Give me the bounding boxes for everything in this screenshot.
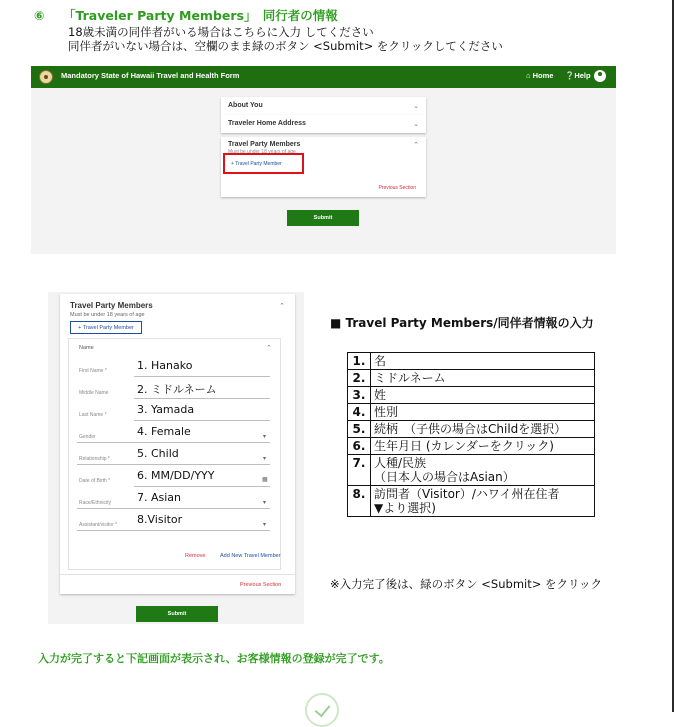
party-members-title: Travel Party Members — [70, 301, 153, 310]
field-underline — [134, 376, 270, 377]
field-label: First Name * — [79, 368, 107, 374]
section-title: 「Traveler Party Members」 同行者の情報 — [62, 8, 338, 23]
chevron-up-icon[interactable]: ⌃ — [279, 303, 285, 310]
row-number: 1. — [348, 353, 371, 370]
section-heading — [34, 6, 338, 24]
guide-title: ■ Travel Party Members/同伴者情報の入力 — [330, 316, 594, 330]
row-text-line1: 人種/民族 — [374, 456, 427, 470]
row-number: 7. — [348, 455, 371, 486]
add-party-member-button[interactable]: + Travel Party Member — [231, 161, 282, 167]
previous-section-link[interactable]: Previous Section — [378, 185, 416, 191]
section-party-members — [221, 137, 426, 197]
instruction-line-1: 18歳未満の同伴者がいる場合はこちらに入力 してください — [68, 25, 374, 39]
field-label: Date of Birth * — [79, 478, 111, 484]
field-underline — [77, 442, 270, 443]
section-about-you[interactable] — [221, 97, 426, 115]
relationship-select[interactable] — [69, 445, 282, 467]
field-label: Middle Name — [79, 390, 109, 396]
field-value: 8.Visitor — [137, 513, 183, 526]
row-number: 4. — [348, 404, 371, 421]
dropdown-caret-icon: ▾ — [263, 522, 267, 528]
row-number: 5. — [348, 421, 371, 438]
row-text: 姓 — [371, 387, 595, 404]
row-text: 続柄 （子供の場合はChildを選択） — [371, 421, 595, 438]
chevron-down-icon: ⌄ — [413, 103, 419, 110]
home-address-label: Traveler Home Address — [228, 120, 306, 127]
field-underline — [134, 486, 270, 487]
field-underline — [77, 464, 270, 465]
race-ethnicity-select[interactable] — [69, 489, 282, 511]
row-text: 名 — [371, 353, 595, 370]
row-number: 6. — [348, 438, 371, 455]
row-text: 性別 — [371, 404, 595, 421]
home-icon: ⌂ — [526, 71, 533, 80]
row-number: 3. — [348, 387, 371, 404]
field-underline — [77, 530, 270, 531]
divider — [60, 574, 295, 575]
field-value: 5. Child — [137, 447, 179, 460]
party-members-note: Must be under 18 years of age — [228, 149, 296, 155]
add-new-member-button[interactable]: Add New Travel Member — [220, 553, 281, 559]
row-number: 2. — [348, 370, 371, 387]
member-form — [68, 338, 281, 570]
last-name-field[interactable] — [69, 401, 282, 423]
field-label: Assistant/visitor * — [79, 522, 118, 528]
checkmark-icon — [305, 693, 339, 727]
field-underline — [77, 508, 270, 509]
remove-member-button[interactable]: Remove — [185, 553, 206, 559]
nav-home-link[interactable] — [526, 71, 553, 80]
table-row — [348, 353, 595, 370]
table-row — [348, 421, 595, 438]
row-number: 8. — [348, 486, 371, 517]
add-party-member-button[interactable]: + Travel Party Member — [70, 321, 142, 334]
field-value: 4. Female — [137, 425, 191, 438]
table-row — [348, 404, 595, 421]
party-members-note: Must be under 18 years of age — [70, 312, 145, 318]
date-of-birth-field[interactable] — [69, 467, 282, 489]
chevron-down-icon: ⌄ — [413, 121, 419, 128]
submit-button[interactable]: Submit — [136, 606, 218, 622]
row-text — [371, 455, 595, 486]
table-row — [348, 387, 595, 404]
completion-note: 入力が完了すると下記画面が表示され、お客様情報の登録が完了です。 — [38, 652, 390, 665]
gender-select[interactable] — [69, 423, 282, 445]
field-underline — [134, 420, 270, 421]
previous-section-link[interactable]: Previous Section — [240, 582, 282, 588]
submit-note: ※入力完了後は、緑のボタン <Submit> をクリック — [330, 577, 603, 591]
calendar-icon[interactable]: ▦ — [262, 477, 268, 483]
form-screenshot-party-detail — [48, 292, 304, 624]
app-title: Mandatory State of Hawaii Travel and Health Form — [61, 71, 240, 80]
party-members-card — [60, 294, 295, 594]
dropdown-caret-icon: ▾ — [263, 500, 267, 506]
section-home-address[interactable] — [221, 115, 426, 133]
field-label: Gender — [79, 434, 96, 440]
row-text: 生年月日 (カレンダーをクリック) — [371, 438, 595, 455]
nav-help-link[interactable] — [565, 71, 591, 80]
guide-table — [347, 352, 595, 517]
field-underline — [134, 398, 270, 399]
party-members-label: Travel Party Members — [228, 141, 301, 148]
table-row — [348, 370, 595, 387]
field-value: 1. Hanako — [137, 359, 193, 372]
chevron-up-icon[interactable]: ⌃ — [413, 142, 419, 149]
field-value: 2. ミドルネーム — [137, 383, 217, 396]
field-value: 6. MM/DD/YYY — [137, 469, 215, 482]
table-row — [348, 455, 595, 486]
form-screenshot-overview — [31, 66, 616, 254]
dropdown-caret-icon: ▾ — [263, 434, 267, 440]
about-you-label: About You — [228, 102, 263, 109]
name-section-label: Name — [79, 345, 94, 351]
table-row — [348, 438, 595, 455]
field-value: 3. Yamada — [137, 403, 195, 416]
nav-help-label: Help — [574, 71, 591, 80]
first-name-field[interactable] — [69, 357, 282, 379]
row-text — [371, 486, 595, 517]
submit-button[interactable]: Submit — [287, 210, 359, 226]
chevron-up-icon[interactable]: ⌃ — [266, 345, 272, 352]
table-row — [348, 486, 595, 517]
field-value: 7. Asian — [137, 491, 182, 504]
nav-home-label: Home — [532, 71, 554, 80]
app-header-bar — [31, 66, 616, 88]
field-label: Race/Ethnicity — [79, 500, 111, 506]
instruction-line-2: 同伴者がいない場合は、空欄のまま緑のボタン <Submit> をクリックしてください — [68, 39, 503, 53]
row-text-line2: ▼より選択) — [374, 501, 436, 515]
visitor-select[interactable] — [69, 511, 282, 533]
field-label: Last Name * — [79, 412, 107, 418]
row-text: ミドルネーム — [371, 370, 595, 387]
dropdown-caret-icon: ▾ — [263, 456, 267, 462]
help-icon: ❔ — [565, 71, 575, 80]
field-label: Relationship * — [79, 456, 110, 462]
hawaii-seal-icon — [39, 70, 53, 84]
section-number: ⑥ — [34, 8, 45, 23]
middle-name-field[interactable] — [69, 379, 282, 401]
row-text-line2: （日本人の場合はAsian） — [374, 470, 515, 484]
row-text-line1: 訪問者（Visitor）/ハワイ州在住者 — [374, 487, 560, 501]
account-icon[interactable] — [594, 70, 606, 82]
